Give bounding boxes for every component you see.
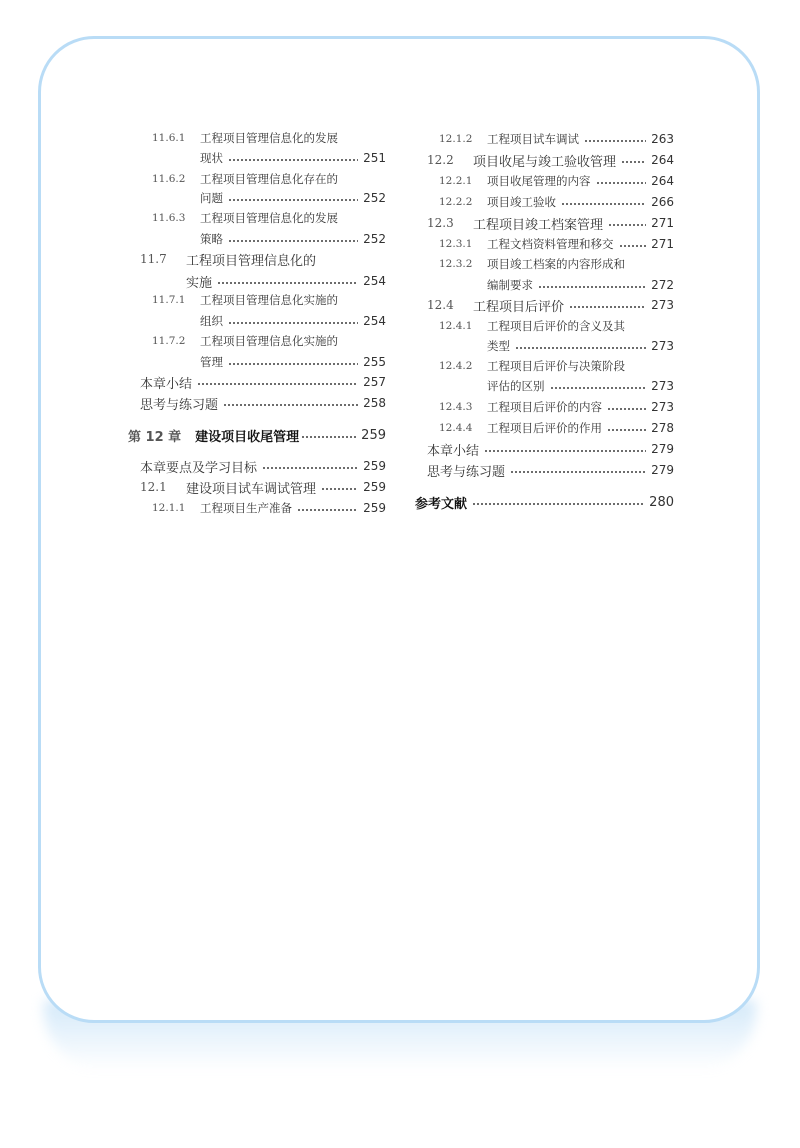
- toc-chapter-12: [128, 425, 386, 445]
- entry-title: 策略: [200, 232, 223, 246]
- leader-dots: [228, 229, 358, 249]
- page-number: 272: [651, 278, 674, 292]
- entry-number: 12.3.2: [439, 258, 473, 270]
- entry-title: 工程项目管理信息化的发展: [200, 211, 338, 225]
- page-number: 257: [363, 375, 386, 389]
- toc-entry-12-2-2: [439, 192, 674, 212]
- toc-entry-12-4: [427, 295, 674, 315]
- leader-dots: [484, 439, 646, 459]
- leader-dots: [510, 460, 646, 480]
- page-number: 264: [651, 153, 674, 167]
- toc-entry-12-4-4: [439, 418, 674, 438]
- toc-entry-12-2-1: [439, 171, 674, 191]
- leader-dots: [584, 129, 646, 149]
- leader-dots: [619, 234, 647, 254]
- leader-dots: [561, 192, 646, 212]
- toc-entry-12-2: [427, 150, 674, 170]
- toc-entry-12-4-2-cont: [487, 376, 674, 396]
- toc-entry-11-7: [140, 249, 386, 269]
- entry-number: 11.6.2: [152, 173, 186, 185]
- entry-title: 项目收尾与竣工验收管理: [473, 154, 617, 170]
- page-number: 259: [363, 459, 386, 473]
- page-number: 279: [651, 463, 674, 477]
- entry-number: 12.1.2: [439, 133, 473, 145]
- entry-title: 项目收尾管理的内容: [487, 174, 591, 188]
- entry-title: 现状: [200, 151, 223, 165]
- entry-title: 工程项目生产准备: [200, 501, 292, 515]
- entry-title: 评估的区别: [487, 379, 545, 393]
- page-number: 259: [361, 427, 386, 443]
- toc-entry-11-7-1: [152, 290, 386, 310]
- leader-dots: [607, 418, 646, 438]
- page-number: 273: [651, 379, 674, 393]
- entry-number: 11.7: [140, 252, 167, 266]
- leader-dots: [608, 213, 646, 233]
- entry-title: 工程项目管理信息化实施的: [200, 293, 338, 307]
- entry-title: 组织: [200, 314, 223, 328]
- entry-number: 12.4.4: [439, 422, 473, 434]
- toc-entry-11-6-3-cont: [200, 229, 386, 249]
- entry-title: 工程项目管理信息化存在的: [200, 172, 338, 186]
- toc-entry-11-6-1: [152, 128, 386, 148]
- page-number: 278: [651, 421, 674, 435]
- leader-dots: [596, 171, 647, 191]
- leader-dots: [607, 397, 646, 417]
- page-number: 279: [651, 442, 674, 456]
- leader-dots: [321, 477, 358, 497]
- entry-title: 思考与练习题: [140, 397, 219, 413]
- toc-entry-11-6-3: [152, 208, 386, 228]
- toc-entry-key-points: [140, 456, 386, 476]
- entry-number: 12.4: [427, 298, 454, 312]
- page-number: 271: [651, 237, 674, 251]
- toc-entry-12-4-1-cont: [487, 336, 674, 356]
- entry-number: 12.4.3: [439, 401, 473, 413]
- toc-entry-11-7-2-cont: [200, 352, 386, 372]
- entry-title: 问题: [200, 191, 223, 205]
- entry-title: 工程项目试车调试: [487, 132, 579, 146]
- entry-title: 工程项目后评价的内容: [487, 400, 602, 414]
- entry-title: 思考与练习题: [427, 464, 506, 480]
- entry-number: 12.4.1: [439, 320, 473, 332]
- entry-title: 工程项目后评价的含义及其: [487, 319, 625, 333]
- leader-dots: [217, 271, 358, 291]
- toc-entry-11-7-2: [152, 331, 386, 351]
- entry-title: 类型: [487, 339, 510, 353]
- entry-number: 11.7.2: [152, 335, 186, 347]
- entry-title: 工程项目后评价: [473, 299, 565, 315]
- entry-number: 11.6.1: [152, 132, 186, 144]
- toc-entry-11-6-2-cont: [200, 188, 386, 208]
- entry-title: 工程项目后评价与决策阶段: [487, 359, 625, 373]
- entry-title: 本章小结: [140, 376, 193, 392]
- entry-title: 工程项目管理信息化的: [186, 253, 317, 269]
- toc-entry-12-1-2: [439, 129, 674, 149]
- entry-number: 12.1.1: [152, 502, 186, 514]
- entry-number: 11.6.3: [152, 212, 186, 224]
- entry-title: 实施: [186, 275, 213, 291]
- entry-title: 工程项目管理信息化的发展: [200, 131, 338, 145]
- leader-dots: [223, 393, 358, 413]
- leader-dots: [472, 492, 644, 512]
- toc-entry-chapter-summary: [140, 372, 386, 392]
- references-title: 参考文献: [415, 496, 468, 512]
- toc-entry-11-7-1-cont: [200, 311, 386, 331]
- page-number: 280: [649, 494, 674, 510]
- page-number: 273: [651, 298, 674, 312]
- leader-dots: [262, 456, 358, 476]
- entry-title: 工程项目后评价的作用: [487, 421, 602, 435]
- leader-dots: [297, 498, 358, 518]
- leader-dots: [569, 295, 646, 315]
- leader-dots: [538, 275, 646, 295]
- entry-number: 12.2: [427, 153, 454, 167]
- entry-title: 项目竣工档案的内容形成和: [487, 257, 625, 271]
- toc-entry-exercises-12: [427, 460, 674, 480]
- page-number: 252: [363, 191, 386, 205]
- entry-number: 12.4.2: [439, 360, 473, 372]
- toc-entry-12-1: [140, 477, 386, 497]
- leader-dots: [197, 372, 358, 392]
- leader-dots: [515, 336, 646, 356]
- entry-title: 管理: [200, 355, 223, 369]
- entry-number: 12.1: [140, 480, 167, 494]
- leader-dots: [228, 352, 358, 372]
- entry-title: 工程项目管理信息化实施的: [200, 334, 338, 348]
- toc-entry-12-4-1: [439, 316, 674, 336]
- entry-number: 12.3.1: [439, 238, 473, 250]
- entry-number: 11.7.1: [152, 294, 186, 306]
- page-number: 251: [363, 151, 386, 165]
- page-number: 266: [651, 195, 674, 209]
- toc-entry-12-3-2: [439, 254, 674, 274]
- entry-number: 12.2.1: [439, 175, 473, 187]
- chapter-title: 建设项目收尾管理: [195, 429, 300, 445]
- leader-dots: [550, 376, 647, 396]
- page-number: 273: [651, 400, 674, 414]
- toc-entry-12-4-3: [439, 397, 674, 417]
- leader-dots: [228, 148, 358, 168]
- page-number: 254: [363, 314, 386, 328]
- toc-entry-12-3-1: [439, 234, 674, 254]
- toc-entry-12-3: [427, 213, 674, 233]
- entry-title: 编制要求: [487, 278, 533, 292]
- toc-entry-12-4-2: [439, 356, 674, 376]
- entry-title: 本章要点及学习目标: [140, 460, 258, 476]
- toc-entry-11-6-2: [152, 169, 386, 189]
- page-number: 263: [651, 132, 674, 146]
- toc-entry-chapter-summary-12: [427, 439, 674, 459]
- page-number: 252: [363, 232, 386, 246]
- toc-entry-exercises: [140, 393, 386, 413]
- leader-dots: [301, 425, 356, 445]
- entry-title: 建设项目试车调试管理: [186, 481, 317, 497]
- entry-title: 项目竣工验收: [487, 195, 556, 209]
- page-number: 254: [363, 274, 386, 288]
- leader-dots: [228, 311, 358, 331]
- entry-number: 12.3: [427, 216, 454, 230]
- leader-dots: [621, 150, 646, 170]
- page-number: 273: [651, 339, 674, 353]
- page-number: 255: [363, 355, 386, 369]
- page-number: 259: [363, 480, 386, 494]
- entry-number: 12.2.2: [439, 196, 473, 208]
- chapter-number: 第 12 章: [128, 429, 182, 445]
- entry-title: 工程项目竣工档案管理: [473, 217, 604, 233]
- toc-entry-11-6-1-cont: [200, 148, 386, 168]
- toc-entry-12-3-2-cont: [487, 275, 674, 295]
- toc-references: [415, 492, 674, 512]
- toc-entry-12-1-1: [152, 498, 386, 518]
- page-number: 271: [651, 216, 674, 230]
- entry-title: 工程文档资料管理和移交: [487, 237, 614, 251]
- entry-title: 本章小结: [427, 443, 480, 459]
- page-number: 258: [363, 396, 386, 410]
- toc-entry-11-7-cont: [186, 271, 386, 291]
- leader-dots: [228, 188, 358, 208]
- page-number: 259: [363, 501, 386, 515]
- page-number: 264: [651, 174, 674, 188]
